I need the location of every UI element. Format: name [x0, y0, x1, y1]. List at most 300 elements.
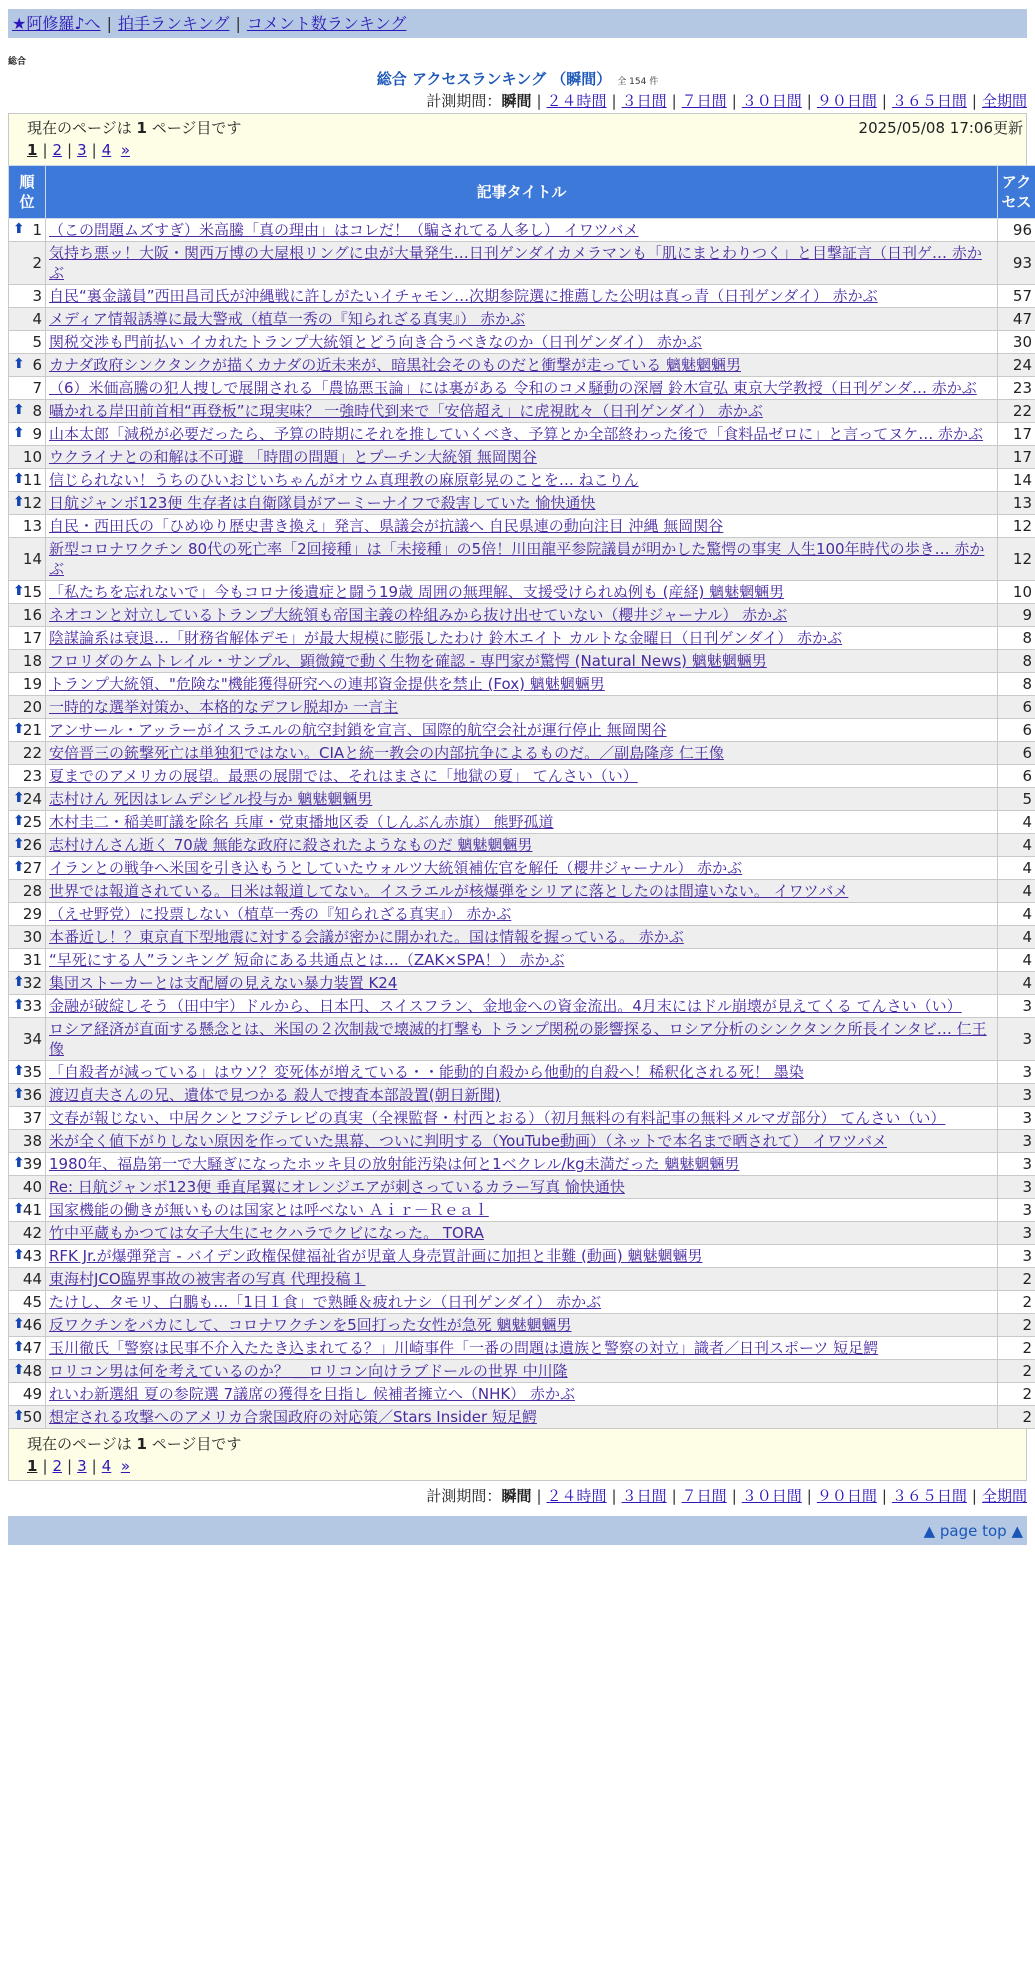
- access-count: 14: [998, 469, 1035, 492]
- title-cell: [46, 242, 998, 285]
- rank-number: 13: [22, 517, 42, 535]
- period-option-link[interactable]: ３日間: [621, 1487, 667, 1505]
- rank-number: 14: [22, 550, 42, 568]
- up-arrow-icon: ⬆: [13, 1063, 25, 1079]
- access-count: 3: [998, 1199, 1035, 1222]
- rank-cell: [9, 1360, 46, 1383]
- current-page-post: ページ目です: [151, 1435, 242, 1453]
- rank-number: 17: [22, 629, 42, 647]
- title-cell: [46, 308, 998, 331]
- rank-cell: [9, 696, 46, 719]
- rank-cell: [9, 811, 46, 834]
- title-cell: [46, 903, 998, 926]
- article-link[interactable]: 一時的な選挙対策か、本格的なデフレ脱却か 一言主: [49, 698, 399, 716]
- title-cell: [46, 765, 998, 788]
- table-row: [9, 581, 1035, 604]
- rank-cell: [9, 285, 46, 308]
- title-cell: [46, 926, 998, 949]
- article-link[interactable]: 安倍晋三の銃撃死亡は単独犯ではない。CIAと統一教会の内部抗争によるものだ。／副島隆彦 仁王像: [49, 744, 724, 762]
- title-cell: [46, 423, 998, 446]
- article-link[interactable]: 関税交渉も門前払い イカれたトランプ大統領とどう向き合うべきなのか（日刊ゲンダイ） 赤かぶ: [49, 333, 702, 351]
- access-count: 22: [998, 400, 1035, 423]
- rank-number: 33: [22, 997, 42, 1015]
- period-option-link[interactable]: ７日間: [681, 92, 727, 110]
- period-separator: |: [536, 1487, 542, 1505]
- rank-cell: [9, 219, 46, 242]
- article-link[interactable]: （この問題ムズすぎ）米高騰「真の理由」はコレだ！（騙されてる人多し） イワツバメ: [49, 221, 639, 239]
- page-separator: |: [91, 1457, 97, 1475]
- article-link[interactable]: 文春が報じない、中居クンとフジテレビの真実（全裸監督・村西とおる）（初月無料の有料記事の無料メルマガ部分） てんさい（い）: [49, 1109, 946, 1127]
- table-row: [9, 1084, 1035, 1107]
- period-separator: |: [806, 92, 812, 110]
- rank-number: 45: [22, 1293, 42, 1311]
- rank-number: 30: [22, 928, 42, 946]
- rank-number: 46: [22, 1316, 42, 1334]
- period-selector: [8, 90, 1027, 113]
- current-page-number: 1: [136, 119, 147, 137]
- period-option-link[interactable]: ３６５日間: [891, 1487, 967, 1505]
- title-cell: [46, 673, 998, 696]
- access-count: 6: [998, 742, 1035, 765]
- article-link[interactable]: 志村けんさん逝く 70歳 無能な政府に殺されたようなものだ 魑魅魍魎男: [49, 836, 533, 854]
- title-cell: [46, 538, 998, 581]
- period-option-link[interactable]: ３日間: [621, 92, 667, 110]
- comment-ranking-link[interactable]: コメント数ランキング: [246, 14, 407, 33]
- rank-number: 32: [22, 974, 42, 992]
- article-link[interactable]: 1980年、福島第一で大騒ぎになったホッキ貝の放射能汚染は何と1ベクレル/kg未満だった 魑魅魍魎男: [49, 1155, 740, 1173]
- table-row: [9, 627, 1035, 650]
- page-link[interactable]: 2: [52, 1457, 63, 1475]
- title-cell: [46, 834, 998, 857]
- rank-number: 34: [22, 1030, 42, 1048]
- period-label: 計測期間：: [426, 92, 502, 110]
- rank-cell: [9, 1406, 46, 1429]
- page-link[interactable]: 4: [101, 141, 112, 159]
- page-link[interactable]: 4: [101, 1457, 112, 1475]
- period-option-link[interactable]: ２４時間: [546, 1487, 607, 1505]
- period-separator: |: [731, 92, 737, 110]
- access-count: 3: [998, 995, 1035, 1018]
- title-cell: [46, 354, 998, 377]
- access-count: 8: [998, 627, 1035, 650]
- period-selector: [8, 1481, 1027, 1516]
- rank-number: 4: [32, 310, 42, 328]
- rank-cell: [9, 308, 46, 331]
- access-count: 6: [998, 765, 1035, 788]
- access-count: 4: [998, 880, 1035, 903]
- access-count: 13: [998, 492, 1035, 515]
- rank-cell: [9, 1018, 46, 1061]
- bottom-bar: [8, 1516, 1027, 1545]
- period-separator: |: [971, 1487, 977, 1505]
- title-cell: [46, 650, 998, 673]
- period-option-link[interactable]: ２４時間: [546, 92, 607, 110]
- table-row: [9, 446, 1035, 469]
- title-cell: [46, 1176, 998, 1199]
- rank-number: 42: [22, 1224, 42, 1242]
- article-link[interactable]: 新型コロナワクチン 80代の死亡率「2回接種」は「未接種」の5倍！川田龍平参院議員が明かした驚愕の事実 人生100年時代の歩き… 赤かぶ: [49, 540, 985, 578]
- title-cell: [46, 1406, 998, 1429]
- access-count: 93: [998, 242, 1035, 285]
- home-link[interactable]: ★阿修羅♪へ: [12, 14, 101, 33]
- rank-number: 19: [22, 675, 42, 693]
- table-row: [9, 515, 1035, 538]
- title-cell: [46, 1084, 998, 1107]
- page-link[interactable]: 2: [52, 141, 63, 159]
- period-current: 瞬間: [501, 1487, 532, 1505]
- title-cell: [46, 1107, 998, 1130]
- access-count: 12: [998, 515, 1035, 538]
- clap-ranking-link[interactable]: 拍手ランキング: [117, 14, 230, 33]
- period-option-link[interactable]: 全期間: [981, 1487, 1027, 1505]
- rank-number: 23: [22, 767, 42, 785]
- next-page-link[interactable]: »: [120, 1457, 130, 1475]
- column-header-rank-label: 順 位: [19, 173, 35, 211]
- rank-cell: [9, 1222, 46, 1245]
- article-link[interactable]: 想定される攻撃へのアメリカ合衆国政府の対応策／Stars Insider 短足鰐: [49, 1408, 537, 1426]
- article-link[interactable]: メディア情報誘導に最大警戒（植草一秀の『知られざる真実』） 赤かぶ: [49, 310, 526, 328]
- article-link[interactable]: イランとの戦争へ米国を引き込もうとしていたウォルツ大統領補佐官を解任（櫻井ジャーナル） 赤かぶ: [49, 859, 743, 877]
- up-arrow-icon: ⬆: [13, 790, 25, 806]
- rank-cell: [9, 1130, 46, 1153]
- title-cell: [46, 995, 998, 1018]
- access-count: 4: [998, 926, 1035, 949]
- article-link[interactable]: 米が全く値下がりしない原因を作っていた黒幕、ついに判明する（YouTube動画）（ネットで本名まで晒されて） イワツバメ: [49, 1132, 887, 1150]
- access-count: 3: [998, 1107, 1035, 1130]
- access-count: 4: [998, 903, 1035, 926]
- article-link[interactable]: 信じられない！うちのひいおじいちゃんがオウム真理教の麻原彰晃のことを… ねこりん: [49, 471, 639, 489]
- table-row: [9, 1061, 1035, 1084]
- rank-number: 44: [22, 1270, 42, 1288]
- period-option-link[interactable]: ９０日間: [816, 1487, 877, 1505]
- access-count: 2: [998, 1406, 1035, 1429]
- table-row: [9, 1018, 1035, 1061]
- rank-number: 48: [22, 1362, 42, 1380]
- rank-number: 29: [22, 905, 42, 923]
- page-title-text: 総合 アクセスランキング （瞬間）: [376, 70, 612, 88]
- article-link[interactable]: カナダ政府シンクタンクが描くカナダの近未来が、暗黒社会そのものだと衝撃が走っている 魑魅魍魎男: [49, 356, 741, 374]
- article-link[interactable]: 気持ち悪ッ！大阪・関西万博の大屋根リングに虫が大量発生…日刊ゲンダイカメラマンも「肌にまとわりつく」と目撃証言（日刊ゲ… 赤かぶ: [49, 244, 982, 282]
- table-row: [9, 949, 1035, 972]
- article-link[interactable]: ネオコンと対立しているトランプ大統領も帝国主義の枠組みから抜け出せていない（櫻井ジャーナル） 赤かぶ: [49, 606, 788, 624]
- article-link[interactable]: 木村圭二・稲美町議を除名 兵庫・党東播地区委（しんぶん赤旗） 熊野孤道: [49, 813, 554, 831]
- table-row: [9, 857, 1035, 880]
- up-arrow-icon: ⬆: [13, 221, 25, 237]
- up-arrow-icon: ⬆: [13, 425, 25, 441]
- access-count: 17: [998, 423, 1035, 446]
- rank-cell: [9, 765, 46, 788]
- column-header-rank: [9, 166, 46, 219]
- rank-cell: [9, 1084, 46, 1107]
- article-link[interactable]: 「自殺者が減っている」はウソ？変死体が増えている・・能動的自殺から他動的自殺へ！稀釈化される死！ 墨染: [49, 1063, 804, 1081]
- page-title: [8, 68, 1027, 90]
- table-row: [9, 650, 1035, 673]
- article-link[interactable]: 反ワクチンをバカにして、コロナワクチンを5回打った女性が急死 魑魅魍魎男: [49, 1316, 572, 1334]
- article-link[interactable]: 東海村JCO臨界事故の被害者の写真 代理投稿１: [49, 1270, 366, 1288]
- title-cell: [46, 1314, 998, 1337]
- period-current: 瞬間: [501, 92, 532, 110]
- rank-cell: [9, 1107, 46, 1130]
- title-cell: [46, 400, 998, 423]
- period-separator: |: [806, 1487, 812, 1505]
- rank-number: 5: [32, 333, 42, 351]
- current-page-pre: 現在のページは: [27, 119, 132, 137]
- period-separator: |: [881, 1487, 887, 1505]
- rank-cell: [9, 834, 46, 857]
- access-count: 47: [998, 308, 1035, 331]
- article-link[interactable]: ロシア経済が直面する懸念とは、米国の２次制裁で壊滅的打撃も トランプ関税の影響探る、ロシア分析のシンクタンク所長インタビ… 仁王像: [49, 1020, 987, 1058]
- column-header-title: 記事タイトル: [46, 166, 998, 219]
- page-current: 1: [27, 1457, 38, 1475]
- up-arrow-icon: ⬆: [13, 997, 25, 1013]
- rank-cell: [9, 1153, 46, 1176]
- rank-cell: [9, 1383, 46, 1406]
- rank-cell: [9, 492, 46, 515]
- title-cell: [46, 469, 998, 492]
- table-row: [9, 1107, 1035, 1130]
- access-count: 3: [998, 1130, 1035, 1153]
- period-option-link[interactable]: ７日間: [681, 1487, 727, 1505]
- rank-cell: [9, 515, 46, 538]
- title-cell: [46, 1222, 998, 1245]
- rank-cell: [9, 903, 46, 926]
- rank-cell: [9, 972, 46, 995]
- article-link[interactable]: 囁かれる岸田前首相“再登板”に現実味？ 一強時代到来で「安倍超え」に虎視眈々（日刊ゲンダイ） 赤かぶ: [49, 402, 763, 420]
- title-cell: [46, 949, 998, 972]
- period-option-link[interactable]: ３０日間: [741, 1487, 802, 1505]
- title-cell: [46, 696, 998, 719]
- article-link[interactable]: 竹中平蔵もかつては女子大生にセクハラでクビになった。 TORA: [49, 1224, 484, 1242]
- table-row: [9, 492, 1035, 515]
- rank-cell: [9, 627, 46, 650]
- page-link[interactable]: 3: [77, 141, 87, 159]
- table-row: [9, 880, 1035, 903]
- table-row: [9, 834, 1035, 857]
- title-cell: [46, 515, 998, 538]
- rank-number: 37: [22, 1109, 42, 1127]
- article-link[interactable]: 世界では報道されている。日米は報道してない。イスラエルが核爆弾をシリアに落としたのは間違いない。 イワツバメ: [49, 882, 849, 900]
- article-link[interactable]: 国家機能の働きが無いものは国家とは呼べない Ａｉｒ－Ｒｅａｌ: [49, 1201, 489, 1219]
- rank-cell: [9, 354, 46, 377]
- pager-info-bottom: [8, 1429, 1027, 1481]
- article-link[interactable]: 集団ストーカーとは支配層の見えない暴力装置 K24: [49, 974, 398, 992]
- rank-number: 20: [22, 698, 42, 716]
- rank-cell: [9, 446, 46, 469]
- access-count: 8: [998, 673, 1035, 696]
- table-row: [9, 673, 1035, 696]
- article-link[interactable]: アンサール・アッラーがイスラエルの航空封鎖を宣言、国際的航空会社が運行停止 無岡関谷: [49, 721, 667, 739]
- rank-cell: [9, 1291, 46, 1314]
- article-link[interactable]: 金融が破綻しそう（田中宇）ドルから、日本円、スイスフラン、金地金への資金流出。4月末にはドル崩壊が見えてくる てんさい（い）: [49, 997, 962, 1015]
- access-count: 6: [998, 696, 1035, 719]
- article-link[interactable]: 夏までのアメリカの展望。最悪の展開では、それはまさに「地獄の夏」 てんさい（い）: [49, 767, 638, 785]
- up-arrow-icon: ⬆: [13, 974, 25, 990]
- title-cell: [46, 742, 998, 765]
- rank-cell: [9, 469, 46, 492]
- table-row: [9, 538, 1035, 581]
- pagination: [27, 1457, 130, 1475]
- article-link[interactable]: 玉川徹氏「警察は民事不介入たたき込まれてる？」川崎事件「一番の問題は遺族と警察の対立」識者／日刊スポーツ 短足鰐: [49, 1339, 879, 1357]
- rank-number: 6: [32, 356, 42, 374]
- table-row: [9, 1199, 1035, 1222]
- page-top-link[interactable]: ▲ page top ▲: [923, 1522, 1023, 1540]
- page-separator: |: [42, 141, 48, 159]
- access-count: 4: [998, 972, 1035, 995]
- current-page-number: 1: [136, 1435, 147, 1453]
- period-option-link[interactable]: ３０日間: [741, 92, 802, 110]
- table-row: [9, 1360, 1035, 1383]
- title-cell: [46, 581, 998, 604]
- access-count: 96: [998, 219, 1035, 242]
- rank-cell: [9, 1176, 46, 1199]
- title-cell: [46, 1337, 998, 1360]
- access-count: 3: [998, 1061, 1035, 1084]
- article-link[interactable]: RFK Jr.が爆弾発言 - バイデン政権保健福祉省が児童人身売買計画に加担と非難 (動画) 魑魅魍魎男: [49, 1247, 703, 1265]
- article-link[interactable]: 自民・西田氏の「ひめゆり歴史書き換え」発言、県議会が抗議へ 自民県連の動向注目 沖縄 無岡関谷: [49, 517, 724, 535]
- up-arrow-icon: ⬆: [13, 1247, 25, 1263]
- next-page-link[interactable]: »: [120, 141, 130, 159]
- access-count: 4: [998, 857, 1035, 880]
- period-separator: |: [971, 92, 977, 110]
- access-count: 5: [998, 788, 1035, 811]
- period-separator: |: [671, 92, 677, 110]
- rank-number: 15: [22, 583, 42, 601]
- period-separator: |: [611, 92, 617, 110]
- up-arrow-icon: ⬆: [13, 356, 25, 372]
- rank-cell: [9, 423, 46, 446]
- rank-number: 43: [22, 1247, 42, 1265]
- table-row: [9, 811, 1035, 834]
- article-link[interactable]: 自民“裏金議員”西田昌司氏が沖縄戦に許しがたいイチャモン…次期参院選に推薦した公明は真っ青（日刊ゲンダイ） 赤かぶ: [49, 287, 878, 305]
- rank-cell: [9, 400, 46, 423]
- rank-number: 21: [22, 721, 42, 739]
- table-row: [9, 926, 1035, 949]
- period-separator: |: [611, 1487, 617, 1505]
- period-option-link[interactable]: 全期間: [981, 92, 1027, 110]
- article-link[interactable]: 本番近し！？東京直下型地震に対する会議が密かに開かれた。国は情報を握っている。 赤かぶ: [49, 928, 684, 946]
- up-arrow-icon: ⬆: [13, 721, 25, 737]
- title-cell: [46, 1130, 998, 1153]
- period-separator: |: [536, 92, 542, 110]
- rank-number: 50: [22, 1408, 42, 1426]
- title-cell: [46, 788, 998, 811]
- title-cell: [46, 219, 998, 242]
- page-current: 1: [27, 141, 38, 159]
- article-link[interactable]: ロリコン男は何を考えているのか？ ＿ロリコン向けラブドールの世界 中川隆: [49, 1362, 568, 1380]
- article-link[interactable]: 志村けん 死因はレムデシビル投与か 魑魅魍魎男: [49, 790, 373, 808]
- rank-number: 22: [22, 744, 42, 762]
- rank-cell: [9, 788, 46, 811]
- rank-number: 2: [32, 254, 42, 272]
- rank-cell: [9, 926, 46, 949]
- article-link[interactable]: （えせ野党）に投票しない（植草一秀の『知られざる真実』） 赤かぶ: [49, 905, 512, 923]
- up-arrow-icon: ⬆: [13, 836, 25, 852]
- article-link[interactable]: 日航ジャンボ123便 生存者は自衛隊員がアーミーナイフで殺害していた 愉快通快: [49, 494, 596, 512]
- rank-number: 39: [22, 1155, 42, 1173]
- table-row: [9, 1268, 1035, 1291]
- article-link[interactable]: 陰謀論系は衰退…「財務省解体デモ」が最大規模に膨張したわけ 鈴木エイト カルトな金曜日（日刊ゲンダイ） 赤かぶ: [49, 629, 843, 647]
- rank-cell: [9, 1337, 46, 1360]
- article-link[interactable]: れいわ新選組 夏の参院選 7議席の獲得を目指し 候補者擁立へ（NHK） 赤かぶ: [49, 1385, 575, 1403]
- article-link[interactable]: たけし、タモリ、白鵬も…「1日１食」で熟睡＆疲れナシ（日刊ゲンダイ） 赤かぶ: [49, 1293, 602, 1311]
- rank-number: 11: [22, 471, 42, 489]
- article-link[interactable]: 渡辺貞夫さんの兄、遺体で見つかる 殺人で捜査本部設置(朝日新聞): [49, 1086, 501, 1104]
- up-arrow-icon: ⬆: [13, 1086, 25, 1102]
- rank-cell: [9, 719, 46, 742]
- table-row: [9, 1383, 1035, 1406]
- rank-number: 31: [22, 951, 42, 969]
- table-row: [9, 1222, 1035, 1245]
- period-separator: |: [731, 1487, 737, 1505]
- period-separator: |: [881, 92, 887, 110]
- period-label: 計測期間：: [426, 1487, 502, 1505]
- rank-number: 10: [22, 448, 42, 466]
- table-row: [9, 1406, 1035, 1429]
- rank-cell: [9, 880, 46, 903]
- table-row: [9, 972, 1035, 995]
- access-count: 6: [998, 719, 1035, 742]
- table-row: [9, 1176, 1035, 1199]
- table-row: [9, 765, 1035, 788]
- table-row: [9, 354, 1035, 377]
- article-link[interactable]: フロリダのケムトレイル・サンプル、顕微鏡で動く生物を確認 - 専門家が驚愕 (Natural News) 魑魅魍魎男: [49, 652, 767, 670]
- access-count: 2: [998, 1337, 1035, 1360]
- access-count: 3: [998, 1018, 1035, 1061]
- title-cell: [46, 1291, 998, 1314]
- column-header-access: [998, 166, 1035, 219]
- page-separator: |: [91, 141, 97, 159]
- rank-cell: [9, 857, 46, 880]
- rank-number: 25: [22, 813, 42, 831]
- table-row: [9, 1291, 1035, 1314]
- page-separator: |: [67, 1457, 73, 1475]
- title-cell: [46, 1153, 998, 1176]
- top-nav-bar: [8, 9, 1027, 38]
- table-row: [9, 903, 1035, 926]
- article-link[interactable]: （6）米価高騰の犯人捜しで展開される「農協悪玉論」には裏がある 令和のコメ騒動の深層 鈴木宣弘 東京大学教授（日刊ゲンダ… 赤かぶ: [49, 379, 977, 397]
- rank-number: 3: [32, 287, 42, 305]
- period-option-link[interactable]: ３６５日間: [891, 92, 967, 110]
- rank-number: 8: [32, 402, 42, 420]
- rank-cell: [9, 949, 46, 972]
- rank-cell: [9, 673, 46, 696]
- up-arrow-icon: ⬆: [13, 471, 25, 487]
- pager-info-top: [8, 113, 1027, 165]
- article-link[interactable]: 「私たちを忘れないで」今もコロナ後遺症と闘う19歳 周囲の無理解、支援受けられぬ例も (産経) 魑魅魍魎男: [49, 583, 785, 601]
- access-count: 3: [998, 1084, 1035, 1107]
- rank-cell: [9, 377, 46, 400]
- article-link[interactable]: Re: 日航ジャンボ123便 垂直尾翼にオレンジエアが刺さっているカラー写真 愉快通快: [49, 1178, 625, 1196]
- table-row: [9, 604, 1035, 627]
- rank-number: 9: [32, 425, 42, 443]
- article-link[interactable]: “早死にする人”ランキング 短命にある共通点とは…（ZAK×SPA！） 赤かぶ: [49, 951, 565, 969]
- article-link[interactable]: ウクライナとの和解は不可避 「時間の問題」とプーチン大統領 無岡関谷: [49, 448, 537, 466]
- period-option-link[interactable]: ９０日間: [816, 92, 877, 110]
- article-link[interactable]: 山本太郎「減税が必要だったら、予算の時期にそれを推していくべき、予算とか全部終わった後で「食料品ゼロに」と言ってヌケ… 赤かぶ: [49, 425, 984, 443]
- up-arrow-icon: ⬆: [13, 1316, 25, 1332]
- access-count: 30: [998, 331, 1035, 354]
- rank-cell: [9, 604, 46, 627]
- rank-number: 18: [22, 652, 42, 670]
- access-count: 2: [998, 1314, 1035, 1337]
- article-link[interactable]: トランプ大統領、"危険な"機能獲得研究への連邦資金提供を禁止 (Fox) 魑魅魍魎男: [49, 675, 605, 693]
- table-row: [9, 331, 1035, 354]
- up-arrow-icon: ⬆: [13, 402, 25, 418]
- page-link[interactable]: 3: [77, 1457, 87, 1475]
- table-row: [9, 400, 1035, 423]
- title-cell: [46, 972, 998, 995]
- table-row: [9, 469, 1035, 492]
